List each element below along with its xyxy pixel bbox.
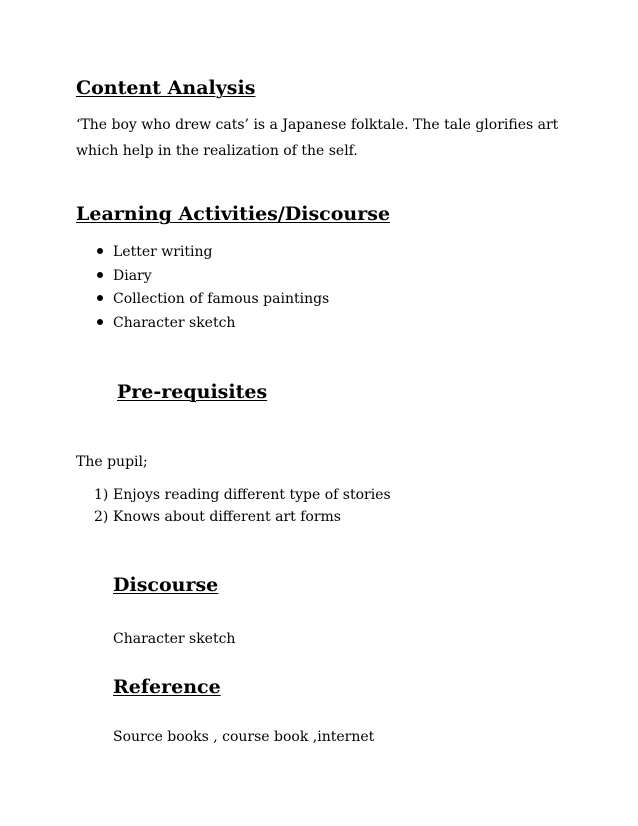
reference-heading: Reference: [113, 676, 221, 698]
bullet-icon: [97, 248, 103, 254]
learning-activities-list: [97, 243, 329, 337]
discourse-heading: Discourse: [113, 574, 219, 596]
prerequisites-intro: The pupil;: [76, 454, 148, 470]
prerequisites-heading: Pre-requisites: [117, 381, 268, 403]
list-item-text: Letter writing: [113, 244, 213, 260]
content-analysis-heading: Content Analysis: [76, 77, 256, 99]
content-analysis-line: which help in the realization of the self.: [76, 143, 358, 159]
list-item-text: Knows about different art forms: [113, 509, 341, 525]
list-item: [97, 314, 329, 338]
list-item-text: Diary: [113, 267, 152, 284]
prerequisites-list: [94, 486, 391, 530]
bullet-icon: [97, 272, 103, 278]
content-analysis-line: ‘The boy who drew cats’ is a Japanese folktale. The tale glorifies art: [76, 117, 559, 133]
list-item: [97, 243, 329, 267]
list-item-marker: 1): [94, 487, 109, 503]
list-item-marker: 2): [94, 509, 109, 525]
bullet-icon: [97, 319, 103, 325]
list-item-text: Collection of famous paintings: [113, 291, 330, 307]
bullet-icon: [97, 295, 103, 301]
list-item: [94, 508, 391, 530]
list-item-text: Enjoys reading different type of stories: [113, 487, 391, 503]
reference-text: Source books , course book ,internet: [113, 729, 375, 745]
list-item: [97, 267, 329, 291]
list-item: [97, 290, 329, 314]
list-item-text: Character sketch: [113, 314, 236, 331]
learning-activities-heading: Learning Activities/Discourse: [76, 203, 391, 225]
content-analysis-paragraph: [76, 112, 558, 164]
list-item: [94, 486, 391, 508]
discourse-text: Character sketch: [113, 631, 236, 647]
